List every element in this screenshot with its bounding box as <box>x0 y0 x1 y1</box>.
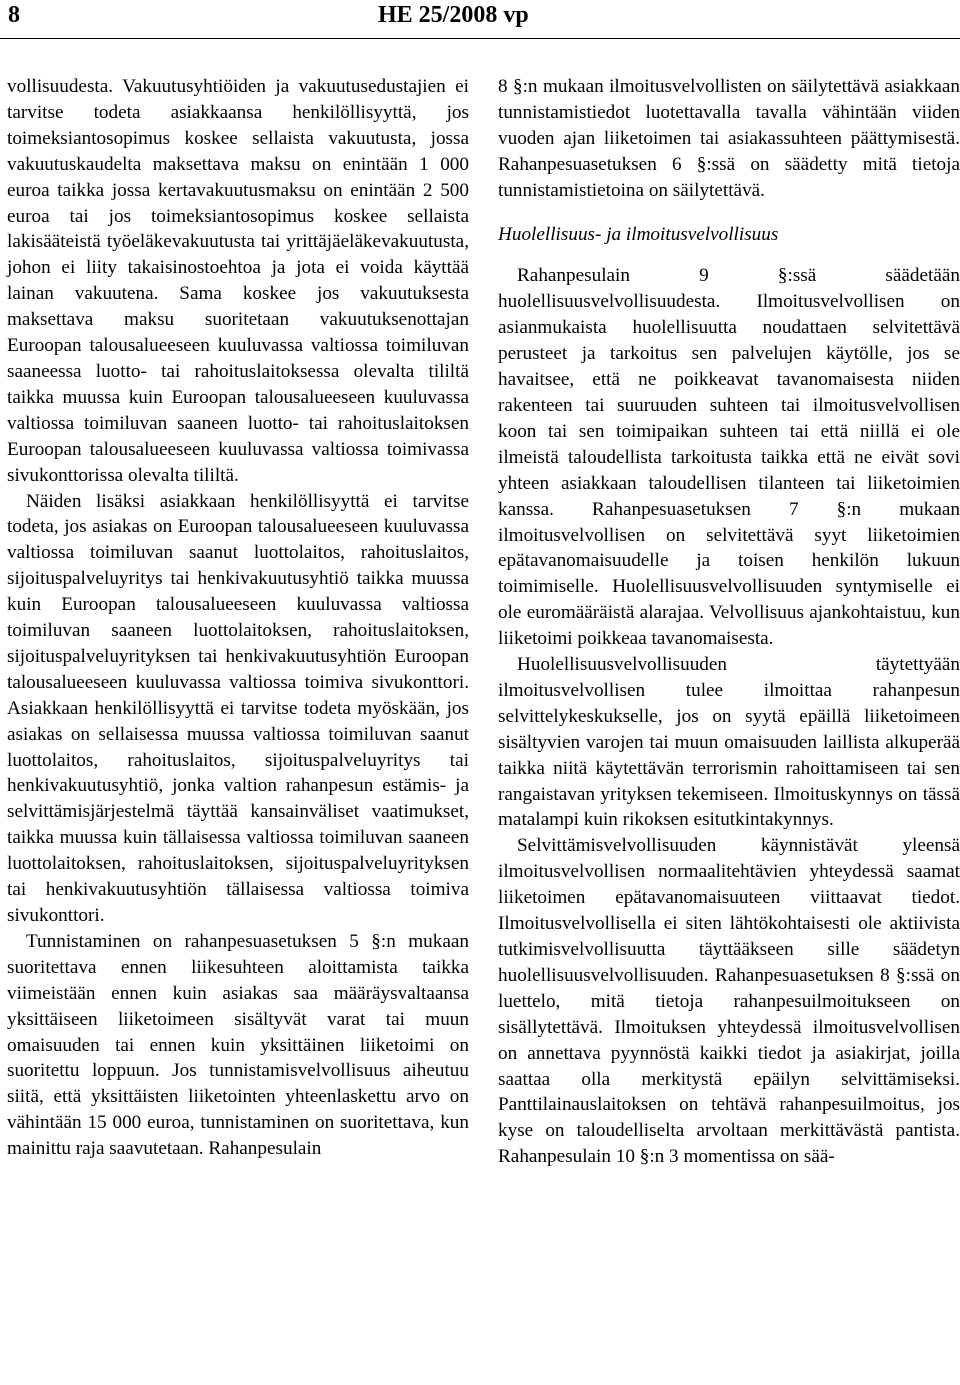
paragraph: vollisuudesta. Vakuutusyhtiöiden ja vakuutusedustajien ei tarvitse todeta asiakkaansa henkilöllisyyttä, jos toimeksiantosopimus koskee sellaista vakuutusta, jossa vakuutuskaudelta maksettava maksu on enintään 1 000 euroa taikka jossa kertavakuutusmaksu on enintään 2 500 euroa tai jos toimeksiantosopimus koskee sellaista lakisääteistä työeläkevakuutusta tai yrittäjäeläkevakuutusta, johon ei liity takaisinostoehtoa ja jota ei voida käyttää lainan vakuutena. Sama koskee jos vakuutuksesta maksettava maksu suoritetaan vakuutuksenottajan Euroopan talousalueeseen kuuluvassa valtiossa toimiluvan saaneessa luotto- tai rahoituslaitoksessa olevalta tililtä taikka muussa kuin Euroopan talousalueeseen kuuluvassa valtiossa toimiluvan saaneen luotto- tai rahoituslaitoksen Euroopan talousalueeseen kuuluvassa valtiossa toimivassa sivukonttorissa olevalta tililtä. <box>7 76 469 486</box>
left-column <box>7 74 469 1162</box>
paragraph: Huolellisuusvelvollisuuden täytettyään ilmoitusvelvollisen tulee ilmoittaa rahanpesun selvittelykeskukselle, jos on syytä epäillä liiketoimeen sisältyvien varojen tai muun omaisuuden laillista alkuperää taikka niitä käytettävän terrorismin rahoittamiseen tai sen rangaistavan yrityksen tekemiseen. Ilmoituskynnys on tässä matalampi kuin rikoksen esitutkintakynnys. <box>498 654 960 831</box>
page-number: 8 <box>8 2 20 28</box>
paragraph: Rahanpesulain 9 §:ssä säädetään huolellisuusvelvollisuudesta. Ilmoitusvelvollisen on asianmukaista huolellisuutta noudattaen selvitettävä perusteet ja tarkoitus sen palvelujen käytölle, jos se havaitsee, että ne poikkeavat tavanomaisesta niiden rakenteen tai suuruuden suhteen tai ilmoitusvelvollisen koon tai sen toimipaikan suhteen tai että niillä ei ole ilmeistä taloudellista tarkoitusta taikka että ne eivät sovi yhteen asiakkaan taloudellisen tilanteen tai liiketoimien kanssa. Rahanpesuasetuksen 7 §:n mukaan ilmoitusvelvollisen on selvitettävä syyt liiketoimien epätavanomaisuudelle ja toisen henkilön lukuun toimimiselle. Huolellisuusvelvollisuuden syntymiselle ei ole euromääräistä alarajaa. Velvollisuus ajankohtaistuu, kun liiketoimi poikkeaa tavanomaisesta. <box>498 265 960 650</box>
right-column <box>498 74 960 1170</box>
paragraph: Selvittämisvelvollisuuden käynnistävät yleensä ilmoitusvelvollisen normaalitehtävien yhteydessä saamat liiketoimen epätavanomaisuuteen viittaavat tiedot. Ilmoitusvelvollisella ei siten lähtökohtaisesti ole aktiivista tutkimisvelvollisuutta täyttääkseen sille säädetyn huolellisuusvelvollisuuden. Rahanpesuasetuksen 8 §:ssä on luettelo, mitä tietoja rahanpesuilmoitukseen on sisällytettävä. Ilmoituksen yhteydessä ilmoitusvelvollisen on annettava pyynnöstä kaikki tiedot ja asiakirjat, joilla saattaa olla merkitystä epäilyn selvittämiseksi. Panttilainauslaitoksen on tehtävä rahanpesuilmoitus, jos kyse on taloudelliselta arvoltaan merkittävästä pantista. Rahanpesulain 10 §:n 3 momentissa on sää- <box>498 835 960 1168</box>
document-id: HE 25/2008 vp <box>378 2 529 28</box>
header-rule <box>0 38 960 39</box>
paragraph: Tunnistaminen on rahanpesuasetuksen 5 §:n mukaan suoritettava ennen liikesuhteen aloittamista taikka viimeistään ennen kuin asiakas saa määräysvaltaansa yksittäiseen liiketoimeen sisältyvät varat tai muun omaisuuden tai ennen kuin yksittäinen liiketoimi on suoritettu loppuun. Jos tunnistamisvelvollisuus aiheutuu siitä, että yksittäisten liiketointen yhteenlaskettu arvo on vähintään 15 000 euroa, tunnistaminen on suoritettava, kun mainittu raja saavutetaan. Rahanpesulain <box>7 930 469 1160</box>
page-header <box>0 0 960 40</box>
paragraph: 8 §:n mukaan ilmoitusvelvollisten on säilytettävä asiakkaan tunnistamistiedot luotettavalla tavalla vähintään viiden vuoden ajan liiketoimen tai asiakassuhteen päättymisestä. Rahanpesuasetuksen 6 §:ssä on säädetty mitä tietoja tunnistamistietoina on säilytettävä. <box>498 76 960 201</box>
paragraph: Näiden lisäksi asiakkaan henkilöllisyyttä ei tarvitse todeta, jos asiakas on Euroopan talousalueeseen kuuluvassa valtiossa toimiluvan saanut luottolaitos, rahoituslaitos, sijoituspalveluyritys tai henkivakuutusyhtiö taikka muussa kuin Euroopan talousalueeseen kuuluvassa valtiossa toimiluvan saaneen luottolaitoksen, rahoituslaitoksen, sijoituspalveluyrityksen tai henkivakuutusyhtiön Euroopan talousalueeseen kuuluvassa valtiossa toimiva sivukonttori. Asiakkaan henkilöllisyyttä ei tarvitse todeta myöskään, jos asiakas on sellaisessa muussa valtiossa toimiluvan saanut luottolaitos, rahoituslaitos, sijoituspalveluyritys tai henkivakuutusyhtiö, jonka valtion rahanpesun estämis- ja selvittämisjärjestelmä täyttää kansainväliset vaatimukset, taikka muussa kuin tällaisessa valtiossa toimiluvan saaneen luottolaitoksen, rahoituslaitoksen, sijoituspalveluyrityksen tai henkivakuutusyhtiön tällaisessa valtiossa toimiva sivukonttori. <box>7 490 469 926</box>
section-heading: Huolellisuus- ja ilmoitusvelvollisuus <box>498 223 779 245</box>
